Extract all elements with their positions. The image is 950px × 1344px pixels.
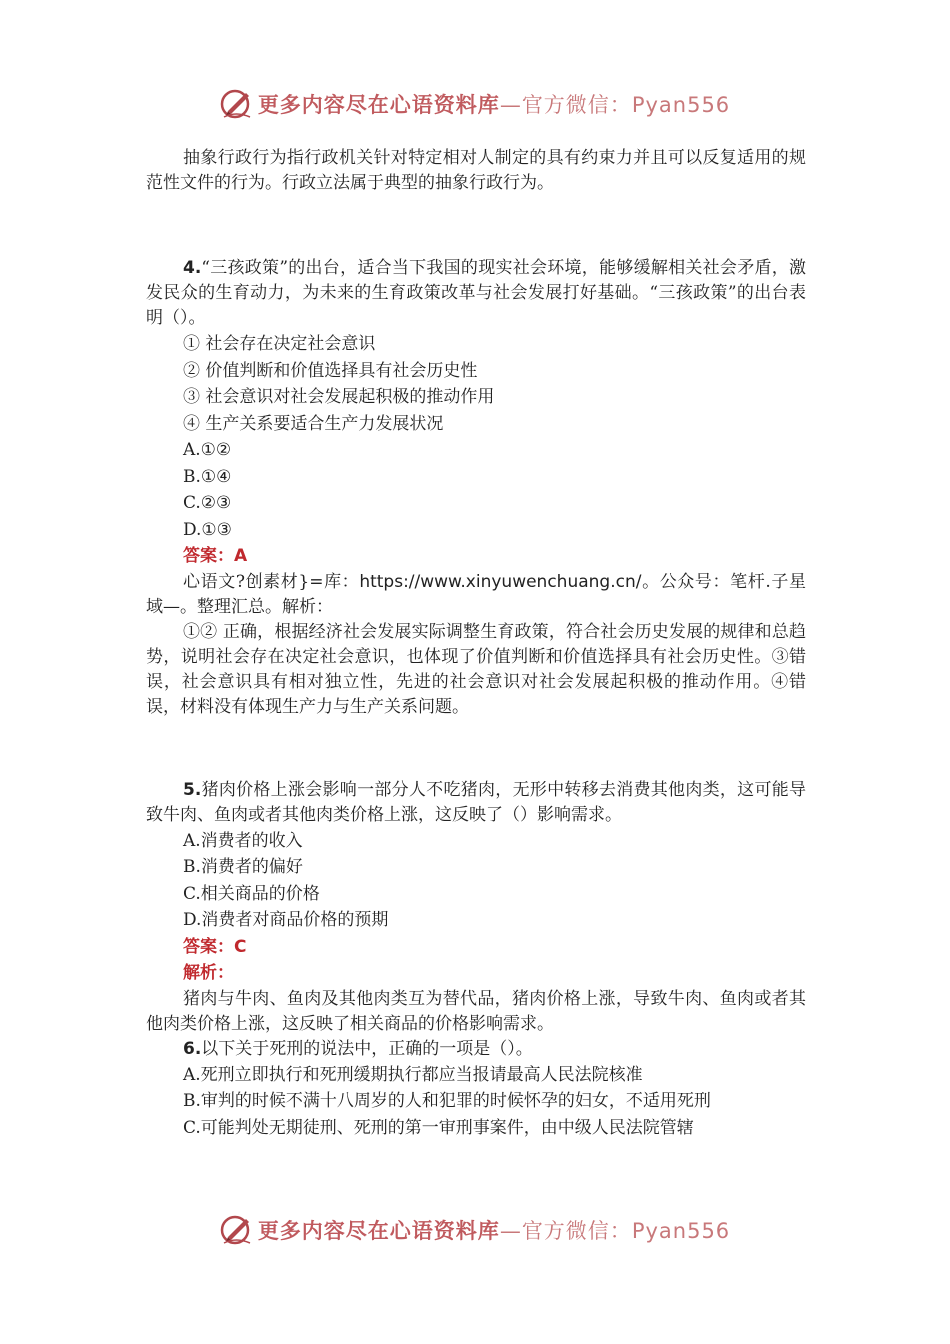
banner-text xyxy=(258,89,730,119)
question-5-number: 5. xyxy=(183,779,202,800)
q4-source-line xyxy=(146,570,806,620)
q4-source-prefix: 心语文?创素材}=库： xyxy=(183,571,360,592)
q4-statement: ② 价值判断和价值选择具有社会历史性 xyxy=(183,360,478,381)
q4-analysis: ①② 正确，根据经济社会发展实际调整生育政策，符合社会历史发展的规律和总趋势，说明社会存在决定社会意识，也体现了价值判断和价值选择具有社会历史性。③错误，社会意识具有相对独立性，先进的社会意识对社会发展起积极的推动作用。④错误，材料没有体现生产力与生产关系问题。 xyxy=(146,621,806,717)
pen-logo-icon xyxy=(220,87,254,121)
q4-source-suffix: 。公众号：笔杆.子星域—。整理汇总。解析： xyxy=(146,571,806,617)
banner-dash: — xyxy=(499,93,522,117)
question-4-text: “三孩政策”的出台，适合当下我国的现实社会环境，能够缓解相关社会矛盾，激发民众的生育动力，为未来的生育政策改革与社会发展打好基础。“三孩政策”的出台表明（）。 xyxy=(146,258,806,328)
banner-wechat-id: Pyan556 xyxy=(631,1219,731,1243)
pen-logo-icon xyxy=(220,1213,254,1247)
q5-option-a: A.消费者的收入 xyxy=(183,830,303,851)
q6-option-a: A.死刑立即执行和死刑缓期执行都应当报请最高人民法院核准 xyxy=(183,1064,643,1085)
question-6-text: 以下关于死刑的说法中，正确的一项是（）。 xyxy=(201,1038,533,1059)
banner-wechat-label: 官方微信： xyxy=(521,93,632,117)
q4-option-a: A.①② xyxy=(183,440,232,460)
banner-text xyxy=(258,1215,730,1245)
header-watermark-banner xyxy=(0,84,950,124)
q4-answer: 答案：A xyxy=(183,546,248,566)
spacer xyxy=(146,720,806,778)
question-5-stem xyxy=(146,778,806,828)
q4-option-b: B.①④ xyxy=(183,466,232,487)
q6-option-c: C.可能判处无期徒刑、死刑的第一审刑事案件，由中级人民法院管辖 xyxy=(183,1117,694,1138)
question-4-number: 4. xyxy=(183,258,202,278)
q4-option-c: C.②③ xyxy=(183,493,232,513)
banner-dash: — xyxy=(499,1219,522,1243)
q4-statement: ④ 生产关系要适合生产力发展状况 xyxy=(183,413,444,434)
banner-bold-text: 更多内容尽在心语资料库 xyxy=(257,1219,500,1243)
q4-source-url: https://www.xinyuwenchuang.cn/ xyxy=(359,571,642,592)
question-4-stem xyxy=(146,256,806,331)
q4-option-d: D.①③ xyxy=(183,519,232,540)
spacer xyxy=(146,196,806,256)
question-5-text: 猪肉价格上涨会影响一部分人不吃猪肉，无形中转移去消费其他肉类，这可能导致牛肉、鱼肉或者其他肉类价格上涨，这反映了（）影响需求。 xyxy=(146,779,806,825)
q5-analysis: 猪肉与牛肉、鱼肉及其他肉类互为替代品，猪肉价格上涨，导致牛肉、鱼肉或者其他肉类价格上涨，这反映了相关商品的价格影响需求。 xyxy=(146,988,806,1034)
q5-answer: 答案：C xyxy=(183,936,247,957)
q4-statement: ③ 社会意识对社会发展起积极的推动作用 xyxy=(183,387,495,407)
intro-paragraph: 抽象行政行为指行政机关针对特定相对人制定的具有约束力并且可以反复适用的规范性文件的行为。行政立法属于典型的抽象行政行为。 xyxy=(146,148,806,193)
document-body xyxy=(146,146,806,1141)
q5-analysis-label: 解析： xyxy=(183,963,234,983)
q5-option-d: D.消费者对商品价格的预期 xyxy=(183,910,389,930)
banner-wechat-label: 官方微信： xyxy=(521,1219,632,1243)
question-6-stem xyxy=(146,1037,806,1062)
banner-wechat-id: Pyan556 xyxy=(631,93,731,117)
banner-bold-text: 更多内容尽在心语资料库 xyxy=(257,93,500,117)
q5-option-b: B.消费者的偏好 xyxy=(183,857,303,877)
q5-option-c: C.相关商品的价格 xyxy=(183,883,320,904)
q6-option-b: B.审判的时候不满十八周岁的人和犯罪的时候怀孕的妇女，不适用死刑 xyxy=(183,1091,711,1111)
question-6-number: 6. xyxy=(183,1038,202,1059)
q4-statement: ① 社会存在决定社会意识 xyxy=(183,334,376,354)
footer-watermark-banner xyxy=(0,1210,950,1250)
